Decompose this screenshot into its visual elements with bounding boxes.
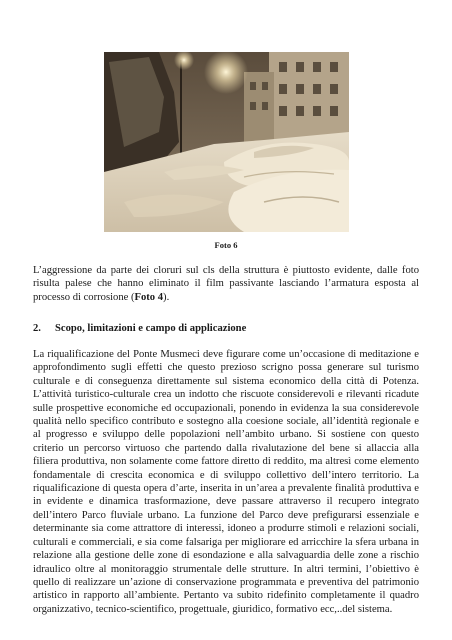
paragraph-corrosion-text: L’aggressione da parte dei cloruri sul cls della struttura è piuttosto evidente, dalle foto risulta palese che hanno eliminato il film passivante lasciando l’armatura esposta al processo di corrosione ( [33,265,419,303]
section-heading [33,322,419,335]
figure-caption: Foto 6 [214,240,238,250]
paragraph-corrosion-end: ). [163,291,170,303]
paragraph-corrosion [33,264,419,304]
figure-reference: Foto 4 [134,291,164,303]
section-title: Scopo, limitazioni e campo di applicazione [55,323,247,334]
paragraph-scope: La riqualificazione del Ponte Musmeci deve figurare come un’occasione di meditazione e approfondimento sugli effetti che questo prezioso scrigno possa generare sul turismo culturale e di conseguenza direttamente sul sistema economico della città di Potenza. L’attività turistico-culturale crea un indotto che riscuote considerevoli e rilevanti ricadute sulle prospettive economiche ed occupazionali, ponendo in evidenza la sua considerevole qualità nello specifico contributo e sostegno alla coesione sociale, all’identità regionale e al progresso e sviluppo delle popolazioni nell’ambito urbano. Si sostiene con questo criterio un percorso virtuoso che partendo dalla rivalutazione del bene si allaccia alla filiera produttiva, non solamente come fattore diretto di reddito, ma altresì come elemento fondamentale di crescita economica e di sviluppo collettivo dell’intero territorio. La riqualificazione di questa opera d’arte, inserita in un’area a prevalente finalità produttiva e in evidente e dinamica trasformazione, deve passare attraverso il recupero integrato dell’intero Parco fluviale urbano. La funzione del Parco deve prefigurarsi essenziale e determinante sia come attrattore di interessi, idoneo a produrre stimoli e relazioni sociali, culturali e commerciali, e sia come falsariga per migliorare ed arricchire la sfera urbana in relazione alla gestione delle zone di esondazione e alla salvaguardia delle zone a rischio idraulico oltre al monitoraggio strumentale delle strutture. In altri termini, l’obiettivo è quello di realizzare un’azione di conservazione programmata e preventiva del patrimonio artistico in rapporto all’ambiente. Pertanto va subito ridefinito completamente il quadro organizzativo, tecnico-scientifico, progettuale, giuridico, formativo ecc,..del sistema. [33,349,419,615]
section-number: 2. [33,323,41,334]
snow-street-photo [104,52,349,232]
snow-covered-street-photo-icon [104,52,349,232]
